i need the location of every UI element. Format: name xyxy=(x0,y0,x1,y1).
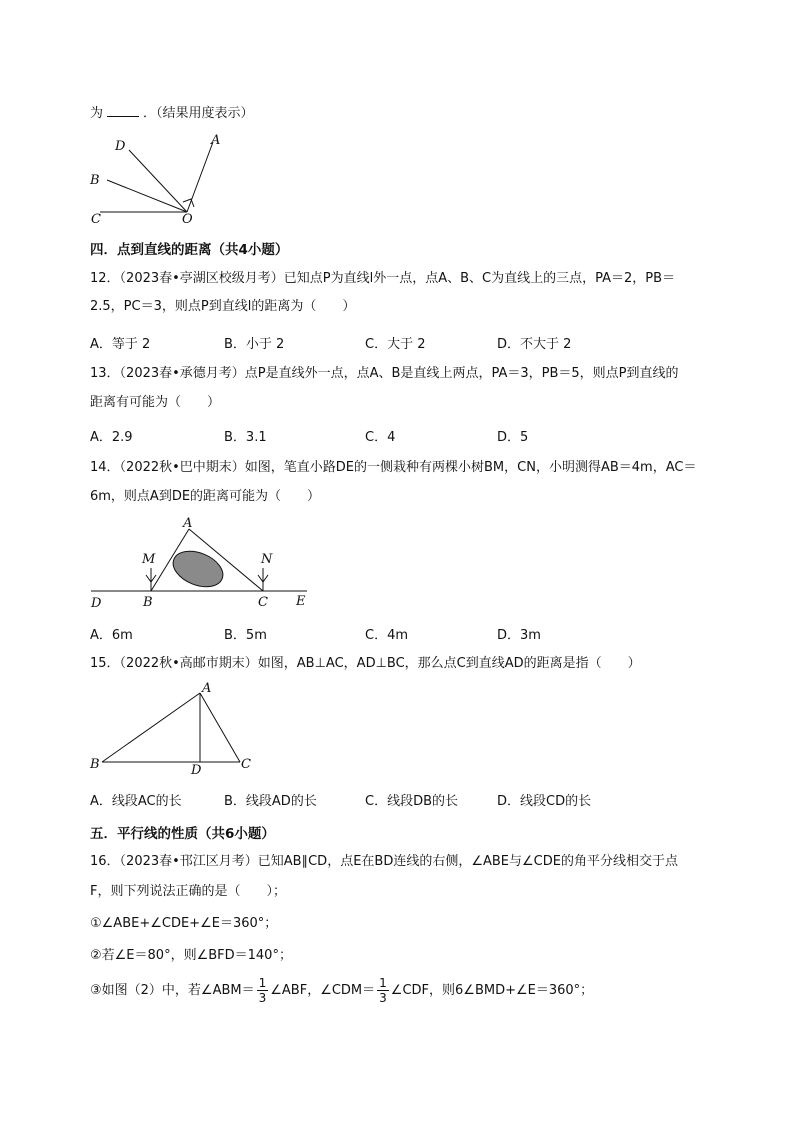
q15-option-b: B．线段AD的长 xyxy=(224,794,317,809)
q14-option-b: B．5m xyxy=(224,628,267,643)
label-d: D xyxy=(115,139,126,154)
fraction-one-third: $\frac{1}{3}$ xyxy=(379,976,387,1005)
q15-line1: 15．（2022秋•高邮市期末）如图，AB⊥AC，AD⊥BC，那么点C到直线AD的距离是指（ ） xyxy=(90,656,641,671)
road-figure xyxy=(85,512,315,612)
q12-option-b: B．小于 2 xyxy=(224,337,285,352)
triangle-figure xyxy=(85,680,260,780)
q13-option-a: A．2.9 xyxy=(90,430,133,445)
label-n: N xyxy=(261,552,273,567)
label-e: E xyxy=(296,594,306,609)
q16-statement-1: ①∠ABE+∠CDE+∠E＝360°； xyxy=(90,916,278,931)
label-b: B xyxy=(90,173,100,188)
label-c: C xyxy=(91,212,101,227)
q12-option-c: C．大于 2 xyxy=(365,337,426,352)
q12-option-d: D．不大于 2 xyxy=(497,337,572,352)
q16-line1: 16．（2023春•邗江区月考）已知AB∥CD，点E在BD连线的右侧，∠ABE与∠CDE的角平分线相交于点 xyxy=(90,854,678,869)
q12-option-a: A．等于 2 xyxy=(90,337,151,352)
q14-option-d: D．3m xyxy=(497,628,541,643)
label-a: A xyxy=(183,516,193,531)
q14-option-c: C．4m xyxy=(365,628,409,643)
right-angle-mark xyxy=(183,199,194,207)
label-b: B xyxy=(90,757,100,772)
q15-option-a: A．线段AC的长 xyxy=(90,794,182,809)
segment-ac xyxy=(200,693,240,762)
label-b: B xyxy=(143,595,153,610)
label-d: D xyxy=(191,763,202,778)
label-a: A xyxy=(202,681,212,696)
label-c: C xyxy=(241,757,251,772)
label-d: D xyxy=(91,596,102,611)
q13-option-b: B．3.1 xyxy=(224,430,267,445)
answer-line: 为 ．（结果用度表示） xyxy=(90,106,254,121)
label-c: C xyxy=(258,595,268,610)
answer-blank xyxy=(107,104,139,117)
q16-statement-3: ③如图（2）中，若∠ABM＝ $\frac{1}{3}$ ∠ABF，∠CDM＝ $\frac{1}{3}$ ∠CDF，则6∠BMD+∠E＝360°； xyxy=(90,976,594,1005)
q12-line1: 12．（2023春•亭湖区校级月考）已知点P为直线l外一点，点A、B、C为直线上的三点，PA＝2，PB＝ xyxy=(90,271,676,286)
ray-od xyxy=(129,150,187,212)
fraction-one-third: $\frac{1}{3}$ xyxy=(258,976,267,1005)
q14-line1: 14．（2022秋•巴中期末）如图，笔直小路DE的一侧栽种有两棵小树BM，CN，小明测得AB＝4m，AC＝ xyxy=(90,460,697,475)
q14-line2: 6m，则点A到DE的距离可能为（ ） xyxy=(90,489,321,504)
q14-option-a: A．6m xyxy=(90,628,133,643)
pond-shape xyxy=(168,544,228,593)
q16-statement-2: ②若∠E＝80°，则∠BFD＝140°； xyxy=(90,948,292,963)
q13-line2: 距离有可能为（ ） xyxy=(90,395,221,410)
angle-figure xyxy=(85,128,235,228)
section-title-4: 四．点到直线的距离（共4小题） xyxy=(90,242,289,258)
segment-ab xyxy=(102,693,200,762)
label-m: M xyxy=(142,552,156,567)
q13-line1: 13．（2023春•承德月考）点P是直线外一点，点A、B是直线上两点，PA＝3，PB＝5，则点P到直线的 xyxy=(90,366,679,381)
q15-option-d: D．线段CD的长 xyxy=(497,794,592,809)
ray-oa xyxy=(187,142,213,212)
ray-ob xyxy=(107,180,187,212)
label-a: A xyxy=(211,133,221,148)
label-o: O xyxy=(182,212,193,227)
q13-option-c: C．4 xyxy=(365,430,396,445)
q15-option-c: C．线段DB的长 xyxy=(365,794,459,809)
q16-line2: F，则下列说法正确的是（ ）； xyxy=(90,884,286,899)
q12-line2: 2.5，PC＝3，则点P到直线l的距离为（ ） xyxy=(90,299,356,314)
section-title-5: 五．平行线的性质（共6小题） xyxy=(90,826,275,842)
q13-option-d: D．5 xyxy=(497,430,529,445)
